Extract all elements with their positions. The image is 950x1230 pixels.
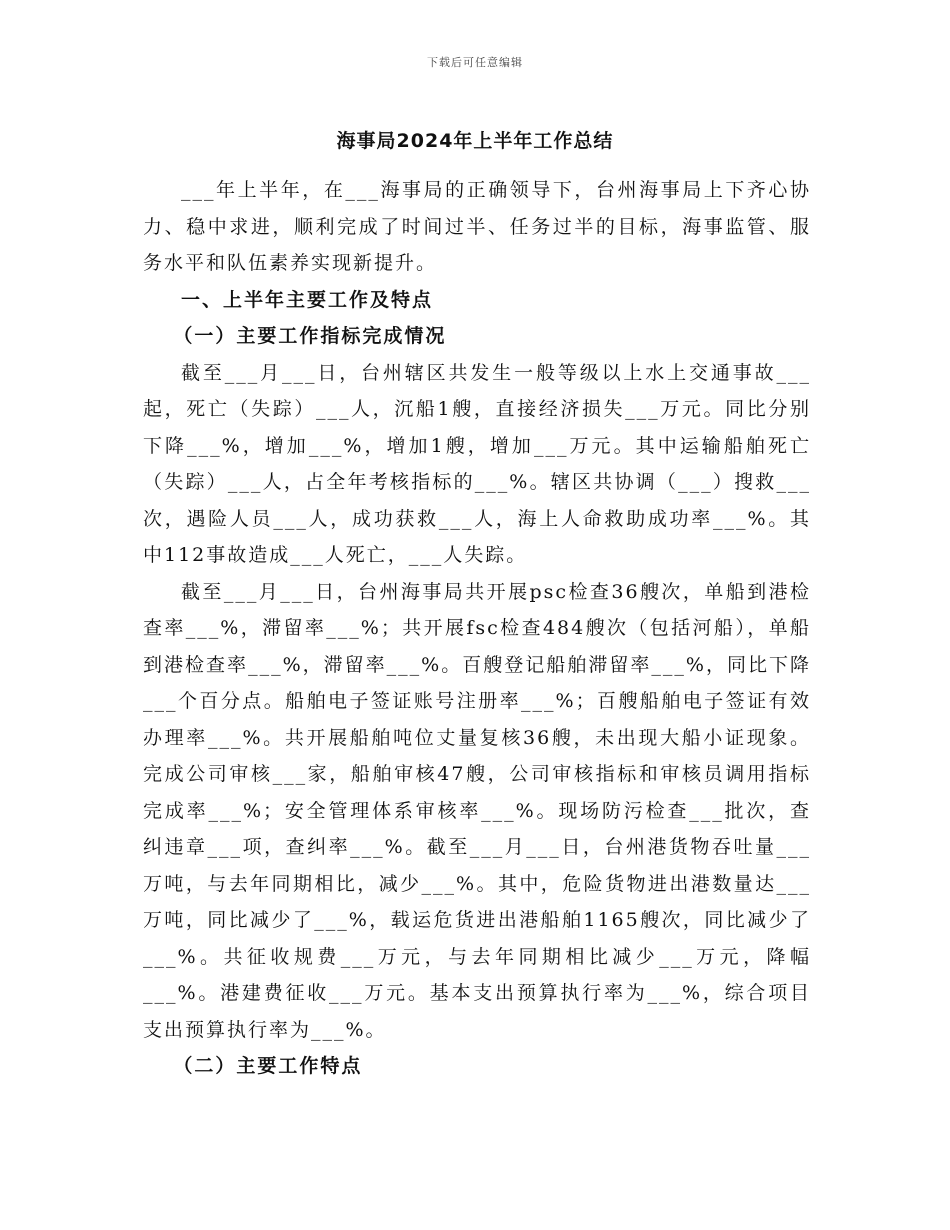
document-title: 海事局2024年上半年工作总结 (336, 130, 614, 152)
body-paragraph-1: 截至___月___日，台州辖区共发生一般等级以上水上交通事故___起，死亡（失踪）___人，沉船1艘，直接经济损失___万元。同比分别下降___%，增加___%，增加1艘，增加___万元。其中运输船舶死亡（失踪）___人，占全年考核指标的___%。辖区共协调（___）搜救___次，遇险人员___人，成功获救___人，海上人命救助成功率___%。其中112事故造成___人死亡，___人失踪。 (143, 361, 811, 566)
document-body (143, 172, 811, 1085)
subsection-heading-2: （二）主要工作特点 (173, 1055, 363, 1077)
page-header-note: 下载后可任意编辑 (427, 56, 523, 69)
intro-paragraph: ___年上半年，在___海事局的正确领导下，台州海事局上下齐心协力、稳中求进，顺利完成了时间过半、任务过半的目标，海事监管、服务水平和队伍素养实现新提升。 (143, 179, 811, 274)
subsection-heading-1: （一）主要工作指标完成情况 (173, 325, 447, 347)
section-heading-1: 一、上半年主要工作及特点 (181, 288, 434, 311)
body-paragraph-2: 截至___月___日，台州海事局共开展psc检查36艘次，单船到港检查率___%，滞留率___%；共开展fsc检查484艘次（包括河船），单船到港检查率___%，滞留率___%。百艘登记船舶滞留率___%，同比下降___个百分点。船舶电子签证账号注册率___%；百艘船舶电子签证有效办理率___%。共开展船舶吨位丈量复核36艘，未出现大船小证现象。完成公司审核___家，船舶审核47艘，公司审核指标和审核员调用指标完成率___%；安全管理体系审核率___%。现场防污检查___批次，查纠违章___项，查纠率___%。截至___月___日，台州港货物吞吐量___万吨，与去年同期相比，减少___%。其中，危险货物进出港数量达___万吨，同比减少了___%，载运危货进出港船舶1165艘次，同比减少了___%。共征收规费___万元，与去年同期相比减少___万元，降幅___%。港建费征收___万元。基本支出预算执行率为___%，综合项目支出预算执行率为___%。 (143, 580, 811, 1041)
